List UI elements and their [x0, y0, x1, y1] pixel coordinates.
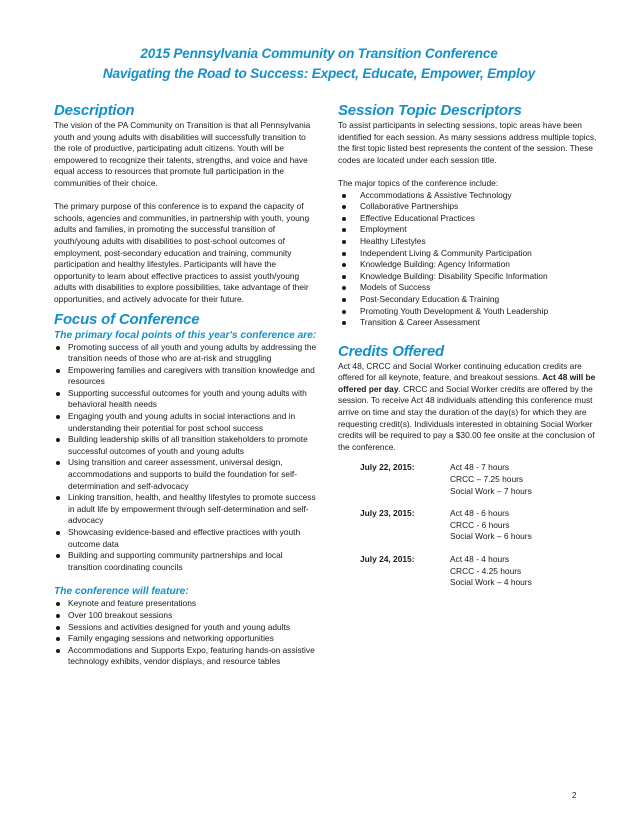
bullet-icon	[56, 415, 60, 419]
schedule-act48: Act 48 - 6 hours	[450, 508, 510, 519]
list-item	[54, 434, 317, 457]
schedule-values	[450, 508, 532, 543]
schedule-act48: Act 48 - 4 hours	[450, 554, 510, 564]
page-number: 2	[572, 791, 577, 800]
topics-list	[338, 190, 600, 329]
bullet-icon	[56, 392, 60, 396]
list-item-text: Employment	[360, 224, 407, 235]
bullet-icon	[342, 252, 346, 256]
bullet-icon	[342, 217, 346, 221]
list-item	[338, 271, 600, 283]
bullet-icon	[342, 298, 346, 302]
list-item-text: Supporting successful outcomes for youth and young adults with behavioral health needs	[68, 387, 307, 410]
list-item	[54, 622, 317, 634]
list-item-text: Post-Secondary Education & Training	[360, 293, 500, 304]
list-item-text: Independent Living & Community Participation	[360, 247, 532, 258]
credits-text-emphasis: Act 48 will be offered per day	[338, 372, 596, 394]
list-item-text: Engaging youth and young adults in social interactions and in understanding their potential for post school success	[68, 411, 296, 433]
list-item	[54, 527, 317, 550]
list-item	[338, 282, 600, 294]
bullet-icon	[342, 205, 346, 209]
bullet-icon	[342, 286, 346, 290]
bullet-icon	[342, 321, 346, 325]
description-heading: Description	[54, 102, 135, 119]
schedule-row	[338, 462, 600, 497]
schedule-row	[338, 508, 600, 543]
bullet-icon	[56, 369, 60, 373]
schedule-colon: :	[411, 554, 415, 564]
list-item	[54, 598, 317, 610]
schedule-row	[338, 554, 600, 589]
schedule-crcc: CRCC - 4.25 hours	[450, 565, 522, 576]
focus-subheading: The primary focal points of this year's conference are:	[54, 329, 317, 341]
credits-text-end: . CRCC and Social Worker credits are offered by the session. To receive Act 48 individuals attending this conference must arrive on time and stay the duration of the day(s) for which they are requesting credit(s). Individuals interested in obtaining Social Worker credits will be required to pay a $30.00 fee onsite at the conclusion of the conference.	[338, 383, 595, 452]
schedule-date-cell	[338, 462, 450, 497]
topics-heading: Session Topic Descriptors	[338, 102, 522, 119]
description-paragraph-1: The vision of the PA Community on Transition is that all Pennsylvania youth and young adults with disabilities will successfully transition to the role of productive, participating adult citizens. Youth will be empowered to recognize their talents, strengths, and voice and have equal access to resources that promote full participation in the communities of their choice.	[54, 120, 311, 188]
list-item	[54, 342, 317, 365]
list-item	[338, 317, 600, 329]
list-item	[338, 248, 600, 260]
bullet-icon	[56, 614, 60, 618]
schedule-crcc: CRCC – 7.25 hours	[450, 474, 524, 485]
list-item-text: Linking transition, health, and healthy lifestyles to promote success in adult life by empowerment through self-determination and self-advocacy	[68, 492, 316, 526]
list-item-text: Promoting Youth Development & Youth Leadership	[360, 305, 549, 316]
schedule-date-cell	[338, 508, 450, 543]
schedule-colon: :	[411, 508, 415, 519]
bullet-icon	[56, 461, 60, 465]
bullet-icon	[342, 263, 346, 267]
bullet-icon	[342, 275, 346, 279]
schedule-act48: Act 48 - 7 hours	[450, 462, 510, 473]
list-item-text: Over 100 breakout sessions	[68, 609, 173, 620]
conference-subtitle: Navigating the Road to Success: Expect, Educate, Empower, Employ	[102, 66, 536, 81]
schedule-social-work: Social Work – 4 hours	[450, 577, 532, 588]
list-item-text: Building leadership skills of all transition stakeholders to promote successful outcomes of youth and young adults	[68, 434, 308, 456]
schedule-values	[450, 462, 532, 497]
schedule-date: July 23, 2015	[360, 508, 412, 519]
credits-paragraph	[338, 361, 600, 454]
list-item	[54, 388, 317, 411]
schedule-date-cell	[338, 554, 450, 589]
bullet-icon	[56, 626, 60, 630]
credit-schedule	[338, 462, 600, 588]
bullet-icon	[342, 228, 346, 232]
left-column	[54, 102, 317, 668]
list-item	[54, 610, 317, 622]
focus-list	[54, 342, 317, 574]
focus-heading: Focus of Conference	[54, 310, 200, 328]
bullet-icon	[342, 240, 346, 244]
list-item	[54, 550, 317, 573]
list-item-text: Models of Success	[360, 282, 431, 293]
credits-heading: Credits Offered	[338, 342, 444, 360]
list-item-text: Transition & Career Assessment	[360, 317, 480, 328]
bullet-icon	[56, 649, 60, 653]
description-paragraph-2: The primary purpose of this conference is to expand the capacity of schools, agencies and communities, in partnership with youth, young adults and families, in promoting the successful transition of youth/young adults with disabilities to post-school outcomes of employment, post-secondary education and training, community participation and healthy lifestyles. Participants will have the opportunity to learn about effective practices to assist youth/young adults with disabilities to explore possibilities, take advantage of their opportunities, and actively advocate for their future.	[54, 201, 310, 304]
page-header	[0, 44, 638, 84]
list-item-text: Using transition and career assessment, universal design, accommodations and supports to build the foundation for self-determination and self-advocacy	[68, 457, 298, 491]
features-subheading: The conference will feature:	[54, 586, 189, 598]
schedule-values	[450, 554, 532, 589]
list-item-text: Keynote and feature presentations	[68, 598, 197, 609]
list-item	[338, 224, 600, 236]
credits-text-start: Act 48, CRCC and Social Worker continuing education credits are offered for all keynote, feature, and breakout sessions.	[338, 360, 582, 383]
bullet-icon	[56, 346, 60, 350]
schedule-date: July 24, 2015	[360, 554, 412, 564]
list-item	[338, 259, 600, 271]
list-item	[338, 201, 600, 213]
bullet-icon	[56, 531, 60, 535]
schedule-crcc: CRCC - 6 hours	[450, 519, 510, 530]
list-item-text: Collaborative Partnerships	[360, 201, 459, 212]
list-item	[338, 213, 600, 225]
list-item	[54, 365, 317, 388]
schedule-social-work: Social Work – 7 hours	[450, 485, 532, 496]
bullet-icon	[342, 310, 346, 314]
topics-paragraph-1: To assist participants in selecting sessions, topic areas have been identified for each session. As many sessions address multiple topics, the first topic listed best represents the content of the session. These codes are located under each session title.	[338, 120, 597, 165]
topics-paragraph-2: The major topics of the conference include:	[338, 177, 499, 188]
list-item-text: Effective Educational Practices	[360, 212, 475, 223]
list-item	[54, 457, 317, 492]
list-item-text: Empowering families and caregivers with transition knowledge and resources	[68, 364, 315, 387]
bullet-icon	[56, 554, 60, 558]
schedule-date: July 22, 2015	[360, 462, 412, 473]
list-item	[338, 294, 600, 306]
list-item-text: Accommodations & Assistive Technology	[360, 189, 512, 200]
schedule-social-work: Social Work – 6 hours	[450, 531, 532, 542]
list-item-text: Showcasing evidence-based and effective practices with youth outcome data	[68, 527, 301, 549]
bullet-icon	[56, 637, 60, 641]
schedule-colon: :	[411, 462, 415, 473]
list-item-text: Knowledge Building: Agency Information	[360, 259, 510, 270]
list-item	[54, 645, 317, 668]
list-item	[54, 492, 317, 527]
list-item	[54, 411, 317, 434]
list-item-text: Promoting success of all youth and young adults by addressing the transition needs of those who are at-risk and struggling	[68, 341, 317, 364]
list-item-text: Building and supporting community partnerships and local transition coordinating councils	[68, 550, 283, 572]
bullet-icon	[56, 496, 60, 500]
features-list	[54, 598, 317, 668]
bullet-icon	[56, 602, 60, 606]
bullet-icon	[56, 438, 60, 442]
list-item-text: Accommodations and Supports Expo, featuring hands-on assistive technology exhibits, vendor displays, and resource tables	[68, 644, 315, 667]
list-item-text: Knowledge Building: Disability Specific Information	[360, 270, 548, 281]
list-item	[338, 236, 600, 248]
list-item	[54, 633, 317, 645]
right-column	[338, 102, 600, 600]
list-item	[338, 190, 600, 202]
list-item-text: Family engaging sessions and networking opportunities	[68, 633, 274, 644]
bullet-icon	[342, 194, 346, 198]
list-item-text: Healthy Lifestyles	[360, 235, 426, 246]
list-item-text: Sessions and activities designed for youth and young adults	[68, 621, 291, 632]
list-item	[338, 306, 600, 318]
conference-title: 2015 Pennsylvania Community on Transition Conference	[140, 46, 498, 61]
